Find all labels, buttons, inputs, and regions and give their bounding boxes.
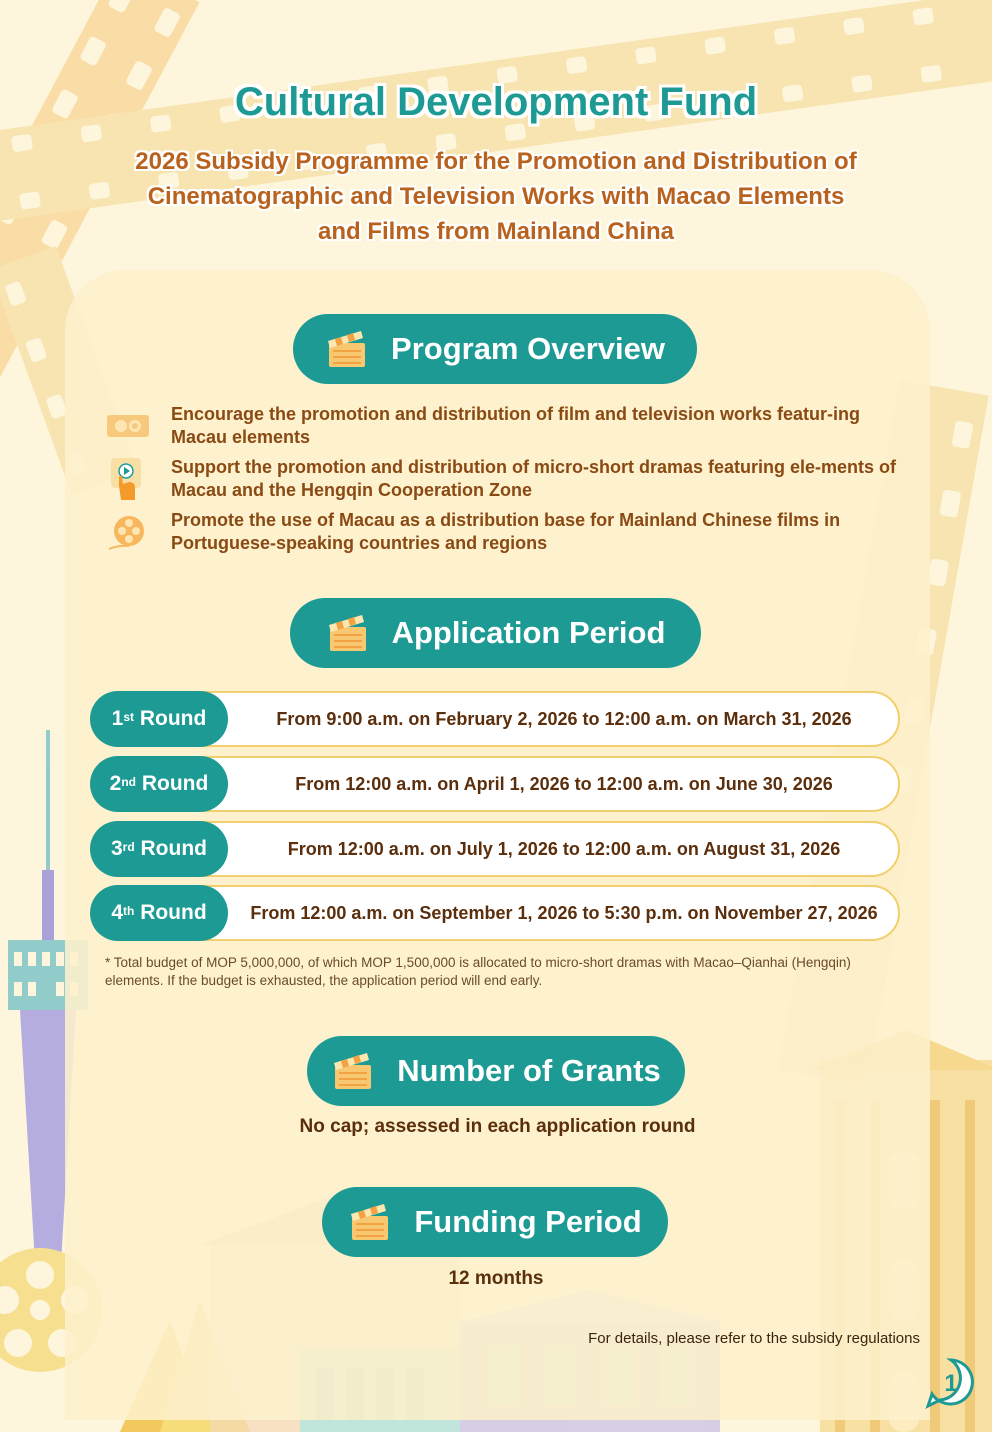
round-period-text: From 9:00 a.m. on February 2, 2026 to 12:00 a.m. on March 31, 2026 (276, 708, 852, 729)
round-row (90, 821, 900, 877)
details-footnote: For details, please refer to the subsidy regulations (588, 1330, 920, 1347)
grants-text: No cap; assessed in each application round (299, 1116, 696, 1137)
section-heading-label: Application Period (391, 615, 666, 650)
clapperboard-icon (348, 1200, 392, 1244)
round-row (90, 691, 900, 747)
subtitle-line: 2026 Subsidy Programme for the Promotion and Distribution of (135, 148, 857, 175)
list-item (105, 509, 905, 555)
round-badge: 2 $^{nd}$ Round (90, 756, 228, 812)
subtitle (60, 144, 932, 249)
number-of-grants-heading (307, 1036, 685, 1106)
section-heading-label: Funding Period (414, 1204, 642, 1239)
round-period-text: From 12:00 a.m. on July 1, 2026 to 12:00 a.m. on August 31, 2026 (287, 838, 841, 859)
page-number-text: 1 (944, 1370, 958, 1397)
round-period-text: From 12:00 a.m. on September 1, 2026 to 5:30 p.m. on November 27, 2026 (250, 902, 878, 923)
list-item-text: Promote the use of Macau as a distribution base for Mainland Chinese films in Portuguese-speaking countries and regions (171, 510, 841, 553)
page-number-badge (924, 1356, 978, 1410)
page-title: Cultural Development Fund (234, 80, 758, 124)
clapperboard-icon (325, 327, 369, 371)
list-item (105, 403, 905, 449)
application-period-heading (290, 598, 701, 668)
funding-period-text: 12 months (448, 1268, 544, 1289)
round-row (90, 756, 900, 812)
round-row (90, 885, 900, 941)
subtitle-line: and Films from Mainland China (317, 218, 675, 245)
budget-footnote: * Total budget of MOP 5,000,000, of which MOP 1,500,000 is allocated to micro-short dramas with Macao–Qianhai (Hengqin) elements. If the budget is exhausted, the application period will end early. (105, 955, 851, 988)
section-heading-label: Number of Grants (397, 1053, 661, 1088)
clapperboard-icon (326, 611, 370, 655)
page-number (924, 1356, 978, 1410)
round-badge: 4 $^{th}$ Round (90, 885, 228, 941)
list-item (105, 456, 905, 502)
film-reel-icon (105, 509, 151, 555)
list-item-text: Encourage the promotion and distribution of film and television works featur-ing Macau elements (171, 404, 861, 447)
ticket-icon (105, 403, 151, 449)
funding-period-heading (322, 1187, 668, 1257)
program-overview-heading (293, 314, 697, 384)
list-item-text: Support the promotion and distribution of micro-short dramas featuring ele-ments of Macau and the Hengqin Cooperation Zone (171, 457, 897, 500)
section-heading-label: Program Overview (391, 331, 665, 366)
round-badge: 3 $^{rd}$ Round (90, 821, 228, 877)
subtitle-line: Cinematographic and Television Works with Macao Elements (147, 183, 845, 210)
round-badge: 1 $^{st}$ Round (90, 691, 228, 747)
round-period-text: From 12:00 a.m. on April 1, 2026 to 12:00 a.m. on June 30, 2026 (295, 773, 833, 794)
phone-play-icon (105, 456, 151, 502)
clapperboard-icon (331, 1049, 375, 1093)
